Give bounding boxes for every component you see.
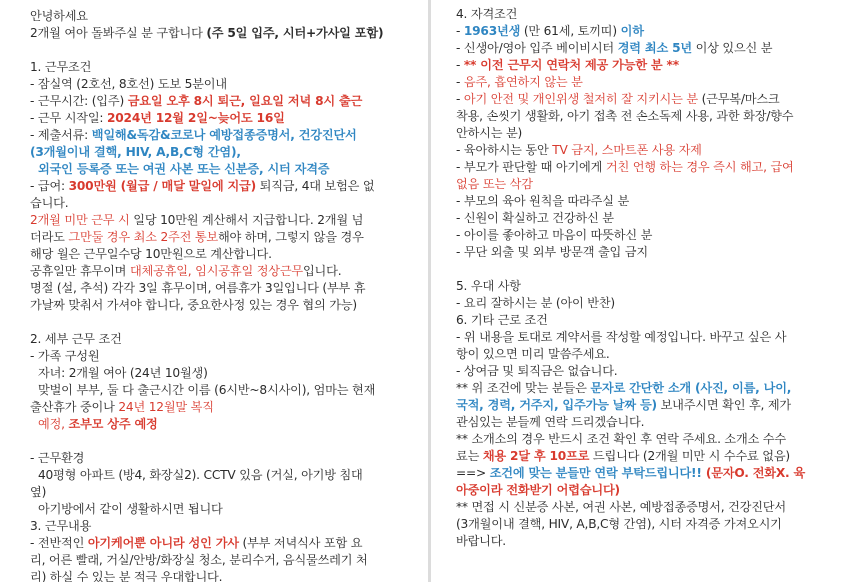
hygiene-1: - 아기 안전 및 개인위생 철저히 잘 지키시는 분 (근무복/마스크 xyxy=(456,92,780,106)
short-term-pay-3: 해당 월은 근무일수당 10만원으로 계산합니다. xyxy=(30,247,272,261)
holidays: 공휴일만 휴무이며 대체공휴일, 임시공휴일 정상근무입니다. xyxy=(30,264,342,278)
family-label: - 가족 구성원 xyxy=(30,349,100,363)
hygiene-2: 착용, 손씻기 생활화, 아기 접촉 전 손소독제 사용, 과한 화장/향수 xyxy=(456,109,794,123)
agency-note-1: ** 소개소의 경우 반드시 조건 확인 후 연락 주세요. 소개소 수수 xyxy=(456,432,786,446)
parents-info-3: 예정, 조부모 상주 예정 xyxy=(38,417,158,431)
no-drink-smoke: - 음주, 흡연하지 않는 분 xyxy=(456,75,583,89)
work-hours: - 근무시간: (입주) 금요일 오후 8시 퇴근, 일요일 저녁 8시 출근 xyxy=(30,94,363,108)
child-info: 자녀: 2개월 여아 (24년 10월생) xyxy=(38,366,208,380)
environment-2: 옆) xyxy=(30,485,47,499)
healthy-identity: - 신원이 확실하고 건강하신 분 xyxy=(456,211,614,225)
contract-note-2: 항이 있으면 미리 말씀주세요. xyxy=(456,347,610,361)
start-date: - 근무 시작일: 2024년 12월 2일~늦어도 16일 xyxy=(30,111,285,125)
salary-line-2: 습니다. xyxy=(30,196,69,210)
interview-note-1: ** 면접 시 신분증 사본, 여권 사본, 예방접종증명서, 건강진단서 xyxy=(456,500,786,514)
reference-requirement: - ** 이전 근무지 연락처 제공 가능한 분 ** xyxy=(456,58,679,72)
interview-note-3: 바랍니다. xyxy=(456,534,506,548)
conduct-rule-2: 없음 또는 삭감 xyxy=(456,177,533,191)
agency-note-2: 료는 채용 2달 후 10프로 드립니다 (2개월 미만 시 수수료 없음) xyxy=(456,449,790,463)
environment-3: 아기방에서 같이 생활하시면 됩니다 xyxy=(38,502,223,516)
environment-1: 40평형 아파트 (방4, 화장실2). CCTV 있음 (거실, 아기방 침대 xyxy=(38,468,363,482)
hygiene-3: 안하시는 분) xyxy=(456,126,523,140)
apply-instructions-2: 국적, 경력, 거주지, 입주가능 날짜 등) 보내주시면 확인 후, 제가 xyxy=(456,398,792,412)
parent-principles: - 부모의 육아 원칙을 따라주실 분 xyxy=(456,194,630,208)
conduct-rule-1: - 부모가 판단할 때 아기에게 거친 언행 하는 경우 즉시 해고, 급여 xyxy=(456,160,794,174)
section-2-title: 2. 세부 근무 조건 xyxy=(30,332,122,346)
section-3-title: 3. 근무내용 xyxy=(30,519,92,533)
duties-1: - 전반적인 아기케어뿐 아니라 성인 가사 (부부 저녁식사 포함 요 xyxy=(30,536,363,550)
interview-note-2: (3개월이내 결핵, HIV, A,B,C형 간염), 시터 자격증 가져오시기 xyxy=(456,517,782,531)
experience-requirement: - 신생아/영아 입주 베이비시터 경력 최소 5년 이상 있으신 분 xyxy=(456,41,773,55)
tv-phone-rule: - 육아하시는 동안 TV 금지, 스마트폰 사용 자제 xyxy=(456,143,702,157)
location: - 잠실역 (2호선, 8호선) 도보 5분이내 xyxy=(30,77,227,91)
greeting: 안녕하세요 xyxy=(30,9,88,23)
age-requirement: - 1963년생 (만 61세, 토끼띠) 이하 xyxy=(456,24,644,38)
headline: 2개월 여아 돌봐주실 분 구합니다 (주 5일 입주, 시터+가사일 포함) xyxy=(30,26,384,40)
environment-label: - 근무환경 xyxy=(30,451,85,465)
short-term-pay-1: 2개월 미만 근무 시 일당 10만원 계산해서 지급합니다. 2개월 넘 xyxy=(30,213,364,227)
duties-2: 리, 어른 빨래, 거실/안방/화장실 청소, 분리수거, 음식물쓰레기 처 xyxy=(30,553,368,567)
duties-3: 리) 하실 수 있는 분 적극 우대합니다. xyxy=(30,570,223,582)
section-4-title: 4. 자격조건 xyxy=(456,7,518,21)
contact-note-2: 아중이라 전화받기 어렵습니다) xyxy=(456,483,620,497)
salary-line-1: - 급여: 300만원 (월급 / 매달 말일에 지급) 퇴직금, 4대 보험은 없 xyxy=(30,179,375,193)
apply-instructions-1: ** 위 조건에 맞는 분들은 문자로 간단한 소개 (사진, 이름, 나이, xyxy=(456,381,792,395)
section-5-title: 5. 우대 사항 xyxy=(456,279,521,293)
love-children: - 아이를 좋아하고 마음이 따뜻하신 분 xyxy=(456,228,653,242)
documents-line-3: 외국인 등록증 또는 여권 사본 또는 신분증, 시터 자격증 xyxy=(38,162,330,176)
section-1-title: 1. 근무조건 xyxy=(30,60,92,74)
parents-info-1: 맞벌이 부부, 둘 다 출근시간 이름 (6시반~8시사이), 엄마는 현재 xyxy=(38,383,376,397)
contract-note-1: - 위 내용을 토대로 계약서를 작성할 예정입니다. 바꾸고 싶은 사 xyxy=(456,330,787,344)
no-outings: - 무단 외출 및 외부 방문객 출입 금지 xyxy=(456,245,648,259)
short-term-pay-2: 더라도 그만둘 경우 최소 2주전 통보해야 하며, 그렇지 않을 경우 xyxy=(30,230,364,244)
cooking-preference: - 요리 잘하시는 분 (아이 반찬) xyxy=(456,296,615,310)
section-6-title: 6. 기타 근로 조건 xyxy=(456,313,548,327)
documents-line-1: - 제출서류: 백일해&독감&코로나 예방접종증명서, 건강진단서 xyxy=(30,128,357,142)
apply-instructions-3: 관심있는 분들께 연락 드리겠습니다. xyxy=(456,415,645,429)
documents-line-2: (3개월이내 결핵, HIV, A,B,C형 간염), xyxy=(30,145,241,159)
right-column xyxy=(431,0,860,582)
contact-note-1: ==> 조건에 맞는 분들만 연락 부탁드립니다!! (문자O. 전화X. 육 xyxy=(456,466,806,480)
parents-info-2: 출산휴가 중이나 24년 12월말 복직 xyxy=(30,400,214,414)
vacation-1: 명절 (설, 추석) 각각 3일 휴무이며, 여름휴가 3일입니다 (부부 휴 xyxy=(30,281,366,295)
left-column xyxy=(0,0,428,582)
vacation-2: 가날짜 맞춰서 가셔야 합니다, 중요한사정 있는 경우 협의 가능) xyxy=(30,298,357,312)
no-bonus: - 상여금 및 퇴직금은 없습니다. xyxy=(456,364,618,378)
